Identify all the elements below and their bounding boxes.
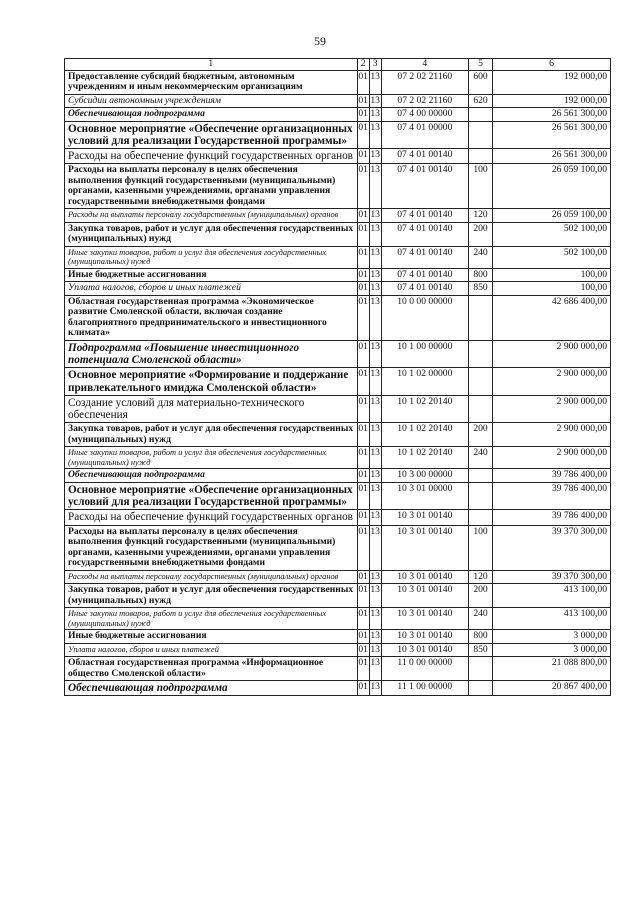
row-amount: 192 000,00 — [493, 94, 611, 108]
row-subsection: 13 — [369, 164, 381, 209]
row-expense-type: 800 — [469, 630, 493, 644]
table-row — [65, 584, 611, 608]
row-section: 01 — [357, 222, 369, 246]
row-amount: 26 561 300,00 — [493, 149, 611, 164]
row-expense-type: 240 — [469, 608, 493, 630]
row-subsection: 13 — [369, 70, 381, 94]
row-expense-type — [469, 510, 493, 525]
row-name: Обеспечивающая подпрограмма — [65, 108, 358, 122]
row-subsection: 13 — [369, 149, 381, 164]
row-subsection: 13 — [369, 368, 381, 396]
row-target-article: 10 3 01 00140 — [381, 584, 468, 608]
row-section: 01 — [357, 608, 369, 630]
row-expense-type: 120 — [469, 209, 493, 223]
row-expense-type: 850 — [469, 643, 493, 657]
row-expense-type: 620 — [469, 94, 493, 108]
header-col-amount: 6 — [493, 59, 611, 71]
row-target-article: 07 2 02 21160 — [381, 70, 468, 94]
row-expense-type: 200 — [469, 584, 493, 608]
row-expense-type: 240 — [469, 246, 493, 268]
row-target-article: 10 1 02 20140 — [381, 423, 468, 447]
table-row — [65, 447, 611, 469]
row-amount: 502 100,00 — [493, 246, 611, 268]
row-name: Закупка товаров, работ и услуг для обеспечения государственных (муниципальных) нужд — [65, 423, 358, 447]
row-target-article: 07 4 01 00140 — [381, 209, 468, 223]
row-target-article: 07 4 01 00000 — [381, 121, 468, 149]
row-section: 01 — [357, 340, 369, 368]
row-name: Иные закупки товаров, работ и услуг для обеспечения государственных (муниципальных) нужд — [65, 608, 358, 630]
row-expense-type — [469, 108, 493, 122]
row-target-article: 10 3 01 00140 — [381, 643, 468, 657]
table-row — [65, 510, 611, 525]
table-row — [65, 469, 611, 483]
row-name: Расходы на выплаты персоналу в целях обеспечения выполнения функций государственными (муниципальными) органами, казенными учреждениями, органами управления государственными внебюджетными фондами — [65, 164, 358, 209]
row-subsection: 13 — [370, 630, 380, 641]
row-section: 01 — [357, 395, 369, 423]
row-name: Закупка товаров, работ и услуг для обеспечения государственных (муниципальных) нужд — [65, 222, 358, 246]
row-amount: 2 900 000,00 — [493, 423, 611, 447]
row-target-article: 10 3 01 00000 — [381, 482, 468, 510]
row-expense-type — [469, 368, 493, 396]
row-amount: 3 000,00 — [493, 643, 611, 657]
row-amount: 502 100,00 — [493, 222, 611, 246]
row-section: 01 — [357, 482, 369, 510]
table-row — [65, 209, 611, 223]
row-expense-type — [469, 121, 493, 149]
row-amount: 39 370 300,00 — [493, 570, 611, 584]
row-expense-type: 120 — [469, 570, 493, 584]
row-subsection: 13 — [370, 570, 380, 582]
row-section: 01 — [358, 570, 368, 582]
row-section: 01 — [357, 510, 369, 525]
row-name: Основное мероприятие «Формирование и поддержание привлекательного имиджа Смоленской области» — [65, 368, 358, 396]
row-target-article: 07 4 01 00140 — [381, 164, 468, 209]
row-target-article: 10 1 02 20140 — [381, 447, 468, 469]
row-name: Закупка товаров, работ и услуг для обеспечения государственных (муниципальных) нужд — [65, 584, 358, 608]
table-row — [65, 340, 611, 368]
table-row — [65, 70, 611, 94]
row-amount: 192 000,00 — [493, 70, 611, 94]
row-section: 01 — [358, 94, 368, 106]
row-subsection: 13 — [369, 423, 381, 447]
header-col-target-article: 4 — [381, 59, 468, 71]
row-target-article: 10 3 01 00140 — [381, 630, 468, 644]
table-row — [65, 108, 611, 122]
row-amount: 26 561 300,00 — [493, 121, 611, 149]
row-section: 01 — [358, 108, 368, 119]
row-subsection: 13 — [369, 510, 381, 525]
row-target-article: 07 4 01 00140 — [381, 268, 468, 282]
table-row — [65, 295, 611, 340]
row-section: 01 — [357, 164, 369, 209]
row-subsection: 13 — [369, 681, 381, 696]
row-amount: 20 867 400,00 — [493, 681, 611, 696]
row-expense-type — [469, 149, 493, 164]
row-amount: 42 686 400,00 — [493, 295, 611, 340]
row-target-article: 10 1 00 00000 — [381, 340, 468, 368]
row-section: 01 — [357, 368, 369, 396]
row-name: Обеспечивающая подпрограмма — [65, 469, 358, 483]
row-expense-type — [469, 295, 493, 340]
row-subsection: 13 — [369, 657, 381, 681]
row-name: Областная государственная программа «Информационное общество Смоленской области» — [65, 657, 358, 681]
header-col-expense-type: 5 — [469, 59, 493, 71]
header-col-section: 2 — [357, 59, 369, 71]
row-name: Подпрограмма «Повышение инвестиционного потенциала Смоленской области» — [65, 340, 358, 368]
row-amount: 2 900 000,00 — [493, 395, 611, 423]
row-section: 01 — [358, 630, 368, 641]
row-name: Расходы на выплаты персоналу государственных (муниципальных) органов — [65, 209, 358, 223]
table-row — [65, 94, 611, 108]
row-amount: 39 786 400,00 — [493, 510, 611, 525]
row-amount: 39 786 400,00 — [493, 482, 611, 510]
row-subsection: 13 — [369, 482, 381, 510]
row-amount: 100,00 — [493, 282, 611, 296]
row-name: Обеспечивающая подпрограмма — [65, 681, 358, 696]
table-row — [65, 121, 611, 149]
row-name: Расходы на обеспечение функций государственных органов — [65, 149, 358, 164]
table-row — [65, 643, 611, 657]
row-target-article: 11 0 00 00000 — [381, 657, 468, 681]
row-subsection: 13 — [370, 209, 380, 221]
row-target-article: 07 4 01 00140 — [381, 246, 468, 268]
header-col-name: 1 — [65, 59, 358, 71]
table-row — [65, 608, 611, 630]
table-row — [65, 282, 611, 296]
row-target-article: 10 3 01 00140 — [381, 525, 468, 570]
row-name: Уплата налогов, сборов и иных платежей — [65, 282, 358, 296]
row-section: 01 — [358, 209, 368, 221]
row-amount: 413 100,00 — [493, 584, 611, 608]
row-section: 01 — [358, 282, 368, 294]
table-row — [65, 681, 611, 696]
row-section: 01 — [358, 268, 368, 280]
row-expense-type — [469, 340, 493, 368]
row-subsection: 13 — [369, 295, 381, 340]
row-expense-type — [469, 482, 493, 510]
row-target-article: 10 3 01 00140 — [381, 570, 468, 584]
row-name: Расходы на выплаты персоналу государственных (муниципальных) органов — [65, 570, 358, 584]
row-name: Основное мероприятие «Обеспечение организационных условий для реализации Государственной программы» — [65, 482, 358, 510]
row-target-article: 10 3 01 00140 — [381, 510, 468, 525]
row-target-article: 10 3 00 00000 — [381, 469, 468, 483]
row-target-article: 10 1 02 20140 — [381, 395, 468, 423]
row-target-article: 07 4 00 00000 — [381, 108, 468, 122]
row-section: 01 — [357, 423, 369, 447]
row-amount: 26 059 100,00 — [493, 164, 611, 209]
row-expense-type: 200 — [469, 222, 493, 246]
row-section: 01 — [358, 643, 368, 655]
row-target-article: 07 4 01 00140 — [381, 222, 468, 246]
row-subsection: 13 — [369, 395, 381, 423]
row-amount: 26 059 100,00 — [493, 209, 611, 223]
table-row — [65, 222, 611, 246]
row-subsection: 13 — [370, 108, 380, 119]
row-section: 01 — [357, 121, 369, 149]
row-subsection: 13 — [369, 608, 381, 630]
table-row — [65, 368, 611, 396]
row-section: 01 — [357, 246, 369, 268]
row-expense-type: 200 — [469, 423, 493, 447]
row-subsection: 13 — [369, 222, 381, 246]
table-row — [65, 246, 611, 268]
row-amount: 2 900 000,00 — [493, 368, 611, 396]
table-row — [65, 423, 611, 447]
row-expense-type: 800 — [469, 268, 493, 282]
row-amount: 3 000,00 — [493, 630, 611, 644]
row-subsection: 13 — [369, 525, 381, 570]
table-row — [65, 657, 611, 681]
row-amount: 2 900 000,00 — [493, 447, 611, 469]
row-section: 01 — [357, 447, 369, 469]
row-target-article: 11 1 00 00000 — [381, 681, 468, 696]
table-row — [65, 630, 611, 644]
row-name: Иные закупки товаров, работ и услуг для обеспечения государственных (муниципальных) нужд — [65, 447, 358, 469]
table-row — [65, 164, 611, 209]
header-col-subsection: 3 — [369, 59, 381, 71]
row-subsection: 13 — [369, 246, 381, 268]
row-section: 01 — [357, 295, 369, 340]
row-target-article: 07 4 01 00140 — [381, 149, 468, 164]
row-section: 01 — [357, 525, 369, 570]
row-subsection: 13 — [370, 268, 380, 280]
table-row — [65, 525, 611, 570]
row-subsection: 13 — [369, 121, 381, 149]
row-name: Основное мероприятие «Обеспечение организационных условий для реализации Государственной программы» — [65, 121, 358, 149]
row-target-article: 07 4 01 00140 — [381, 282, 468, 296]
table-body — [65, 70, 611, 696]
row-expense-type: 100 — [469, 164, 493, 209]
row-expense-type: 600 — [469, 70, 493, 94]
row-expense-type: 100 — [469, 525, 493, 570]
row-target-article: 10 1 02 00000 — [381, 368, 468, 396]
row-name: Расходы на выплаты персоналу в целях обеспечения выполнения функций государственными (муниципальными) органами, казенными учреждениями, органами управления государственными внебюджетными фондами — [65, 525, 358, 570]
row-subsection: 13 — [370, 643, 380, 655]
row-name: Иные бюджетные ассигнования — [65, 268, 358, 282]
row-subsection: 13 — [370, 469, 380, 481]
table-row — [65, 268, 611, 282]
row-amount: 100,00 — [493, 268, 611, 282]
row-name: Иные закупки товаров, работ и услуг для обеспечения государственных (муниципальных) нужд — [65, 246, 358, 268]
row-expense-type — [469, 681, 493, 696]
row-amount: 413 100,00 — [493, 608, 611, 630]
row-target-article: 07 2 02 21160 — [381, 94, 468, 108]
row-amount: 2 900 000,00 — [493, 340, 611, 368]
table-row — [65, 482, 611, 510]
row-name: Расходы на обеспечение функций государственных органов — [65, 510, 358, 525]
row-section: 01 — [357, 657, 369, 681]
row-subsection: 13 — [369, 340, 381, 368]
row-amount: 39 786 400,00 — [493, 469, 611, 483]
row-amount: 39 370 300,00 — [493, 525, 611, 570]
row-subsection: 13 — [369, 447, 381, 469]
page-number: 59 — [314, 34, 326, 48]
table-row — [65, 395, 611, 423]
row-amount: 26 561 300,00 — [493, 108, 611, 122]
row-expense-type — [469, 395, 493, 423]
row-expense-type: 240 — [469, 447, 493, 469]
row-section: 01 — [357, 584, 369, 608]
row-name: Создание условий для материально-технического обеспечения — [65, 395, 358, 423]
row-expense-type — [469, 469, 493, 483]
row-expense-type — [469, 657, 493, 681]
table-row — [65, 149, 611, 164]
row-section: 01 — [357, 149, 369, 164]
row-section: 01 — [357, 70, 369, 94]
row-subsection: 13 — [369, 584, 381, 608]
row-expense-type: 850 — [469, 282, 493, 296]
row-subsection: 13 — [370, 94, 380, 106]
row-target-article: 10 0 00 00000 — [381, 295, 468, 340]
budget-table — [64, 58, 611, 696]
row-name: Уплата налогов, сборов и иных платежей — [65, 643, 358, 657]
row-target-article: 10 3 01 00140 — [381, 608, 468, 630]
table-row — [65, 570, 611, 584]
row-subsection: 13 — [370, 282, 380, 294]
row-section: 01 — [358, 469, 368, 481]
row-amount: 21 088 800,00 — [493, 657, 611, 681]
row-section: 01 — [357, 681, 369, 696]
row-name: Предоставление субсидий бюджетным, автономным учреждениям и иным некоммерческим организациям — [65, 70, 358, 94]
table-header-row — [65, 59, 611, 71]
row-name: Областная государственная программа «Экономическое развитие Смоленской области, включая создание благоприятного предпринимательского и инвестиционного климата» — [65, 295, 358, 340]
row-name: Иные бюджетные ассигнования — [65, 630, 358, 644]
row-name: Субсидии автономным учреждениям — [65, 94, 358, 108]
